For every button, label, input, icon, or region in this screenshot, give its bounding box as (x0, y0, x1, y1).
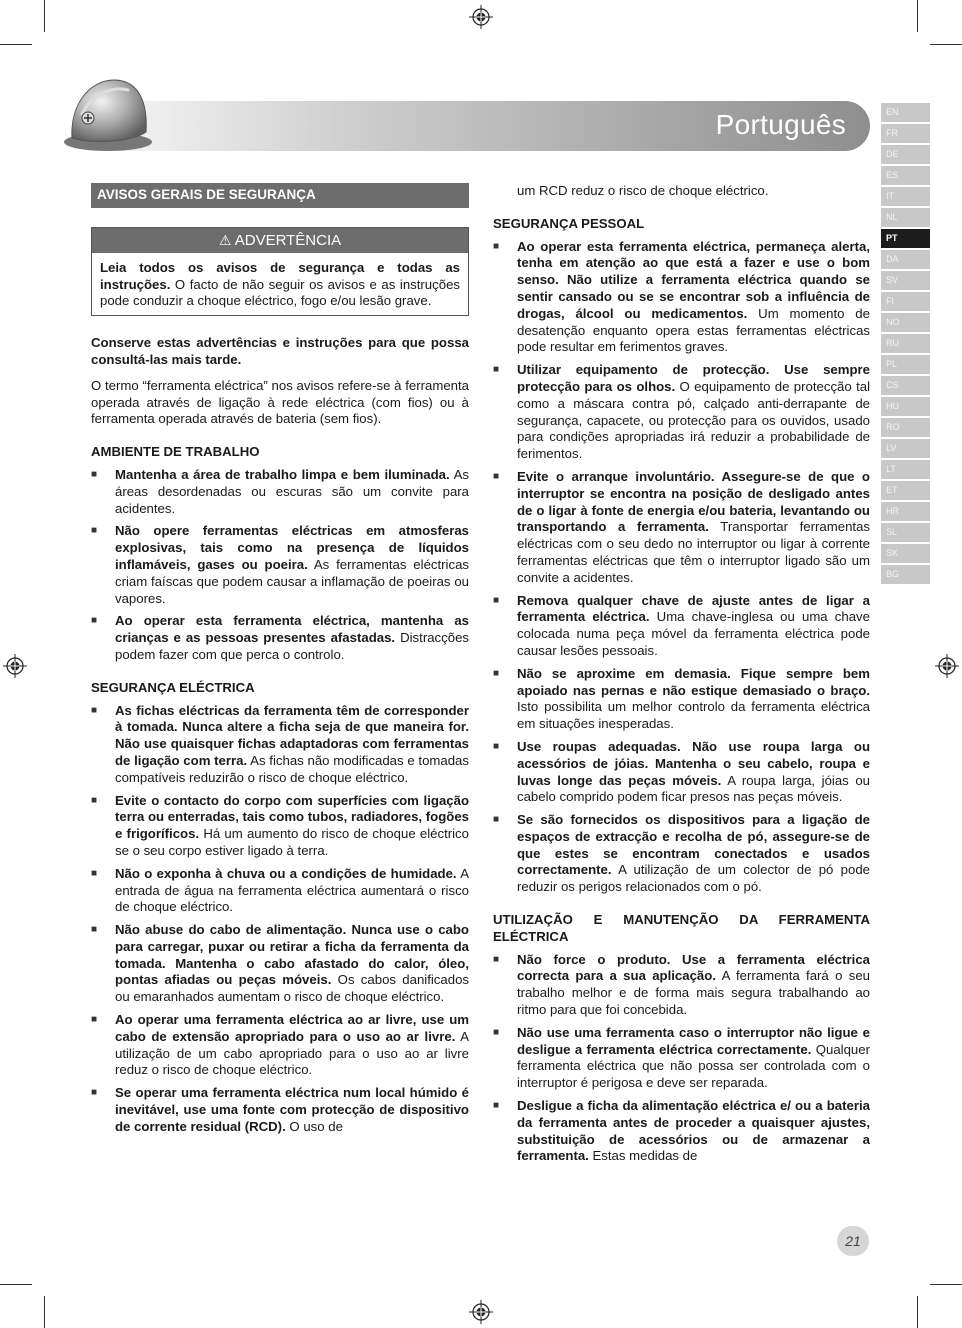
crop-mark (44, 0, 45, 32)
list-item-bold: Desligue a ficha da alimentação eléctrica e/ ou a bateria da ferramenta antes de proceder a quaisquer ajustes, substituição de acessórios ou de armazenar a ferramenta. (517, 1098, 870, 1164)
crop-mark (930, 44, 962, 45)
use-care-list (493, 952, 870, 1166)
term-definition: O termo “ferramenta eléctrica” nos avisos refere-se à ferramenta operada através de ligação à rede eléctrica (com fios) ou à ferramenta operada através de bateria (sem fios). (91, 377, 469, 427)
language-tab-lv[interactable]: LV (881, 439, 930, 458)
language-tab-de[interactable]: DE (881, 145, 930, 164)
language-tab-fr[interactable]: FR (881, 124, 930, 143)
language-tab-it[interactable]: IT (881, 187, 930, 206)
list-item-bold: Ao operar esta ferramenta eléctrica, permaneça alerta, tenha em atenção ao que está a fazer e use o bom senso. Não utilize a ferramenta eléctrica quando se sentir cansado ou se se encontrar sob a influência de drogas, álcool ou medicamentos. (517, 238, 870, 321)
continuation-text: um RCD reduz o risco de choque eléctrico. (517, 183, 769, 198)
language-tab-nl[interactable]: NL (881, 208, 930, 227)
use-care-heading: UTILIZAÇÃO E MANUTENÇÃO DA FERRAMENTA ELÉCTRICA (493, 912, 870, 944)
language-tab-sl[interactable]: SL (881, 523, 930, 542)
page-number: 21 (837, 1226, 869, 1256)
bullet-square-icon: ■ (91, 1014, 98, 1026)
bullet-square-icon: ■ (91, 525, 98, 537)
bullet-square-icon: ■ (493, 953, 500, 965)
safety-helmet-icon (62, 74, 154, 156)
registration-mark-icon (935, 654, 959, 678)
list-item (493, 239, 870, 357)
bullet-square-icon: ■ (493, 740, 500, 752)
list-item-text: Isto possibilita um melhor controlo da ferramenta eléctrica em situações inesperadas. (517, 699, 870, 732)
bullet-square-icon: ■ (493, 470, 500, 482)
work-area-heading: AMBIENTE DE TRABALHO (91, 444, 260, 460)
warning-bold-text: Leia todos os avisos de segurança e todas as instruções. (100, 259, 460, 292)
list-item-text: Há um aumento do risco de choque eléctrico se o seu corpo estiver ligado à terra. (115, 826, 469, 858)
crop-mark (917, 1296, 918, 1328)
list-item (91, 523, 469, 607)
list-item-bold: Não force o produto. Use a ferramenta eléctrica correcta para a sua aplicação. (517, 951, 870, 984)
language-tab-cs[interactable]: CS (881, 376, 930, 395)
bullet-square-icon: ■ (91, 924, 98, 936)
language-tab-ru[interactable]: RU (881, 334, 930, 353)
work-area-list (91, 467, 469, 664)
list-item (493, 1025, 870, 1092)
language-tab-et[interactable]: ET (881, 481, 930, 500)
language-tab-es[interactable]: ES (881, 166, 930, 185)
list-item-bold: Remova qualquer chave de ajuste antes de ligar a ferramenta eléctrica. (517, 592, 870, 625)
language-tab-ro[interactable]: RO (881, 418, 930, 437)
language-tab-da[interactable]: DA (881, 250, 930, 269)
list-item-bold: Não use uma ferramenta caso o interruptor não ligue e desligue a ferramenta eléctrica correctamente. (517, 1024, 870, 1057)
list-item (493, 1098, 870, 1165)
list-item-text: Distracções podem fazer com que perca o controlo. (115, 630, 469, 662)
registration-mark-icon (469, 1300, 493, 1324)
bullet-square-icon: ■ (91, 615, 98, 627)
list-item-bold: Evite o contacto do corpo com superfícies com ligação terra ou enterradas, tais como tubos, radiadores, fogões e frigoríficos. (115, 792, 469, 842)
language-tab-no[interactable]: NO (881, 313, 930, 332)
list-item-bold: Não opere ferramentas eléctricas em atmosferas explosivas, tais como na presença de líquidos inflamáveis, gases ou poeira. (115, 523, 469, 572)
warning-title: ADVERTÊNCIA (234, 231, 342, 249)
list-item (91, 613, 469, 663)
list-item (493, 469, 870, 587)
crop-mark (44, 1296, 45, 1328)
list-item-text: A utilização de um cabo apropriado para o uso ao ar livre reduz o risco de choque eléctrico. (115, 1028, 469, 1078)
bullet-square-icon: ■ (493, 594, 500, 606)
crop-mark (930, 1284, 962, 1285)
list-item (493, 593, 870, 660)
list-item (493, 739, 870, 806)
registration-mark-icon (469, 5, 493, 29)
list-item (493, 952, 870, 1019)
list-item (91, 866, 469, 916)
bullet-square-icon: ■ (493, 240, 500, 252)
language-tab-lt[interactable]: LT (881, 460, 930, 479)
warning-header (92, 228, 468, 253)
electrical-safety-list (91, 703, 469, 1136)
crop-mark (917, 0, 918, 32)
list-item-text: As fichas não modificadas e tomadas compatíveis reduzirão o risco de choque eléctrico. (115, 752, 469, 785)
bullet-square-icon: ■ (91, 867, 98, 879)
list-item-bold: Ao operar uma ferramenta eléctrica ao ar livre, use um cabo de extensão apropriado para o uso ao ar livre. (115, 1012, 469, 1044)
bullet-square-icon: ■ (493, 1100, 500, 1112)
crop-mark (0, 1284, 32, 1285)
list-item (91, 793, 469, 860)
bullet-square-icon: ■ (91, 468, 98, 480)
list-item (91, 703, 469, 787)
personal-safety-heading: SEGURANÇA PESSOAL (493, 215, 645, 231)
list-item-bold: Não abuse do cabo de alimentação. Nunca use o cabo para carregar, puxar ou retirar a ficha da ferramenta da tomada. Mantenha o cabo afastado do calor, óleo, pontas afiadas ou peças móveis. (115, 922, 469, 988)
list-item-text: As ferramentas eléctricas criam faíscas que podem causar a inflamação de poeiras ou vapores. (115, 556, 470, 606)
bullet-square-icon: ■ (91, 794, 98, 806)
warning-triangle-icon: ⚠ (218, 231, 232, 248)
language-tab-en[interactable]: EN (881, 103, 930, 122)
page-title: Português (715, 109, 846, 140)
list-item-bold: Utilizar equipamento de protecção. Use sempre protecção para os olhos. (517, 362, 870, 394)
language-tab-pl[interactable]: PL (881, 355, 930, 374)
list-item-text: As áreas desordenadas ou escuras são um convite para acidentes. (115, 466, 469, 516)
list-item (493, 666, 870, 733)
electrical-safety-heading: SEGURANÇA ELÉCTRICA (91, 679, 255, 695)
language-tab-pt[interactable]: PT (881, 229, 930, 248)
list-item-text: Uma chave-inglesa ou uma chave colocada numa peça móvel da ferramenta eléctrica pode causar lesões pessoais. (517, 609, 870, 658)
warning-box (91, 227, 469, 316)
list-item-text: Estas medidas de (588, 1148, 698, 1164)
language-tab-sv[interactable]: SV (881, 271, 930, 290)
list-item-text: Qualquer ferramenta eléctrica que não possa ser controlada com o interruptor é perigosa e deve ser reparada. (517, 1041, 870, 1091)
bullet-square-icon: ■ (493, 364, 500, 376)
list-item-text: A roupa larga, jóias ou cabelo comprido podem ficar presos nas peças móveis. (517, 772, 870, 805)
bullet-square-icon: ■ (91, 704, 98, 716)
list-item-text: A ferramenta fará o seu trabalho melhor e de forma mais segura trabalhando ao ritmo para que foi concebida. (517, 968, 870, 1018)
list-item-bold: Use roupas adequadas. Não use roupa larga ou acessórios de jóias. Mantenha o seu cabelo, roupa e luvas longe das peças móveis. (517, 738, 870, 788)
list-item-text: A utilização de um colector de pó pode reduzir os perigos relacionados com o pó. (517, 862, 870, 895)
list-item-bold: As fichas eléctricas da ferramenta têm de corresponder à tomada. Nunca altere a ficha seja de que maneira for. Não use quaisquer fichas adaptadoras com ferramentas de ligação com terra. (115, 702, 469, 768)
bullet-square-icon: ■ (91, 1087, 98, 1099)
list-item (493, 362, 870, 463)
keep-instructions-notice: Conserve estas advertências e instruções para que possa consultá-las mais tarde. (91, 335, 469, 367)
list-item-bold: Mantenha a área de trabalho limpa e bem iluminada. (115, 466, 450, 482)
registration-mark-icon (3, 654, 27, 678)
language-tab-fi[interactable]: FI (881, 292, 930, 311)
language-tabs (881, 103, 930, 586)
header-band (118, 101, 870, 151)
list-item-text: Os cabos danificados ou emaranhados aumentam o risco de choque eléctrico. (115, 972, 469, 1005)
list-item-text: A entrada de água na ferramenta eléctrica aumentará o risco de choque eléctrico. (115, 865, 470, 915)
list-item-text: O uso de (285, 1118, 343, 1134)
list-item-bold: Ao operar esta ferramenta eléctrica, mantenha as crianças e as pessoas presentes afastadas. (115, 613, 469, 646)
list-item-text: Transportar ferramentas eléctricas com o seu dedo no interruptor ou ligar à corrente ferramentas eléctricas que têm o interruptor ligado são um convite a acidentes. (517, 519, 870, 585)
warning-plain-text: O facto de não seguir os avisos e as instruções pode conduzir a choque eléctrico, fogo e/ou lesão grave. (100, 276, 460, 309)
language-tab-hr[interactable]: HR (881, 502, 930, 521)
list-item-bold: Não se aproxime em demasia. Fique sempre bem apoiado nas pernas e não estique demasiado o braço. (517, 665, 870, 698)
language-tab-bg[interactable]: BG (881, 565, 930, 584)
personal-safety-list (493, 239, 870, 896)
list-item-text: O equipamento de protecção tal como a máscara contra pó, calçado anti-derrapante de segurança, capacete, ou protecção para os ouvidos, usado para condições apropriadas irá reduzir a probabilidade de ferimentos. (517, 378, 871, 462)
list-item-bold: Não o exponha à chuva ou a condições de humidade. (115, 865, 457, 881)
language-tab-hu[interactable]: HU (881, 397, 930, 416)
bullet-square-icon: ■ (493, 1026, 500, 1038)
bullet-square-icon: ■ (493, 667, 500, 679)
list-item (91, 1085, 469, 1135)
list-item (91, 922, 469, 1006)
list-item (91, 467, 469, 517)
bullet-square-icon: ■ (493, 814, 500, 826)
list-item (91, 1012, 469, 1079)
warning-text (92, 253, 468, 315)
left-column (91, 183, 469, 1142)
language-tab-sk[interactable]: SK (881, 544, 930, 563)
list-item-bold: Evite o arranque involuntário. Assegure-se de que o interruptor se encontra na posição de desligado antes de o ligar à fonte de energia e/ou bateria, levantando ou transportando a ferramenta. (517, 468, 870, 535)
section-title: AVISOS GERAIS DE SEGURANÇA (91, 183, 469, 208)
crop-mark (0, 44, 32, 45)
right-column (493, 183, 870, 1171)
list-item-text: Um momento de desatenção enquanto opera estas ferramentas eléctricas pode resultar em ferimentos graves. (517, 305, 870, 355)
list-item (493, 812, 870, 896)
list-item-bold: Se são fornecidos os dispositivos para a ligação de espaços de extracção e recolha de pó, assegure-se de que estes se encontram conectados e usados correctamente. (517, 812, 870, 878)
list-item-bold: Se operar uma ferramenta eléctrica num local húmido é inevitável, use uma fonte com protecção de dispositivo de corrente residual (RCD). (115, 1085, 469, 1134)
